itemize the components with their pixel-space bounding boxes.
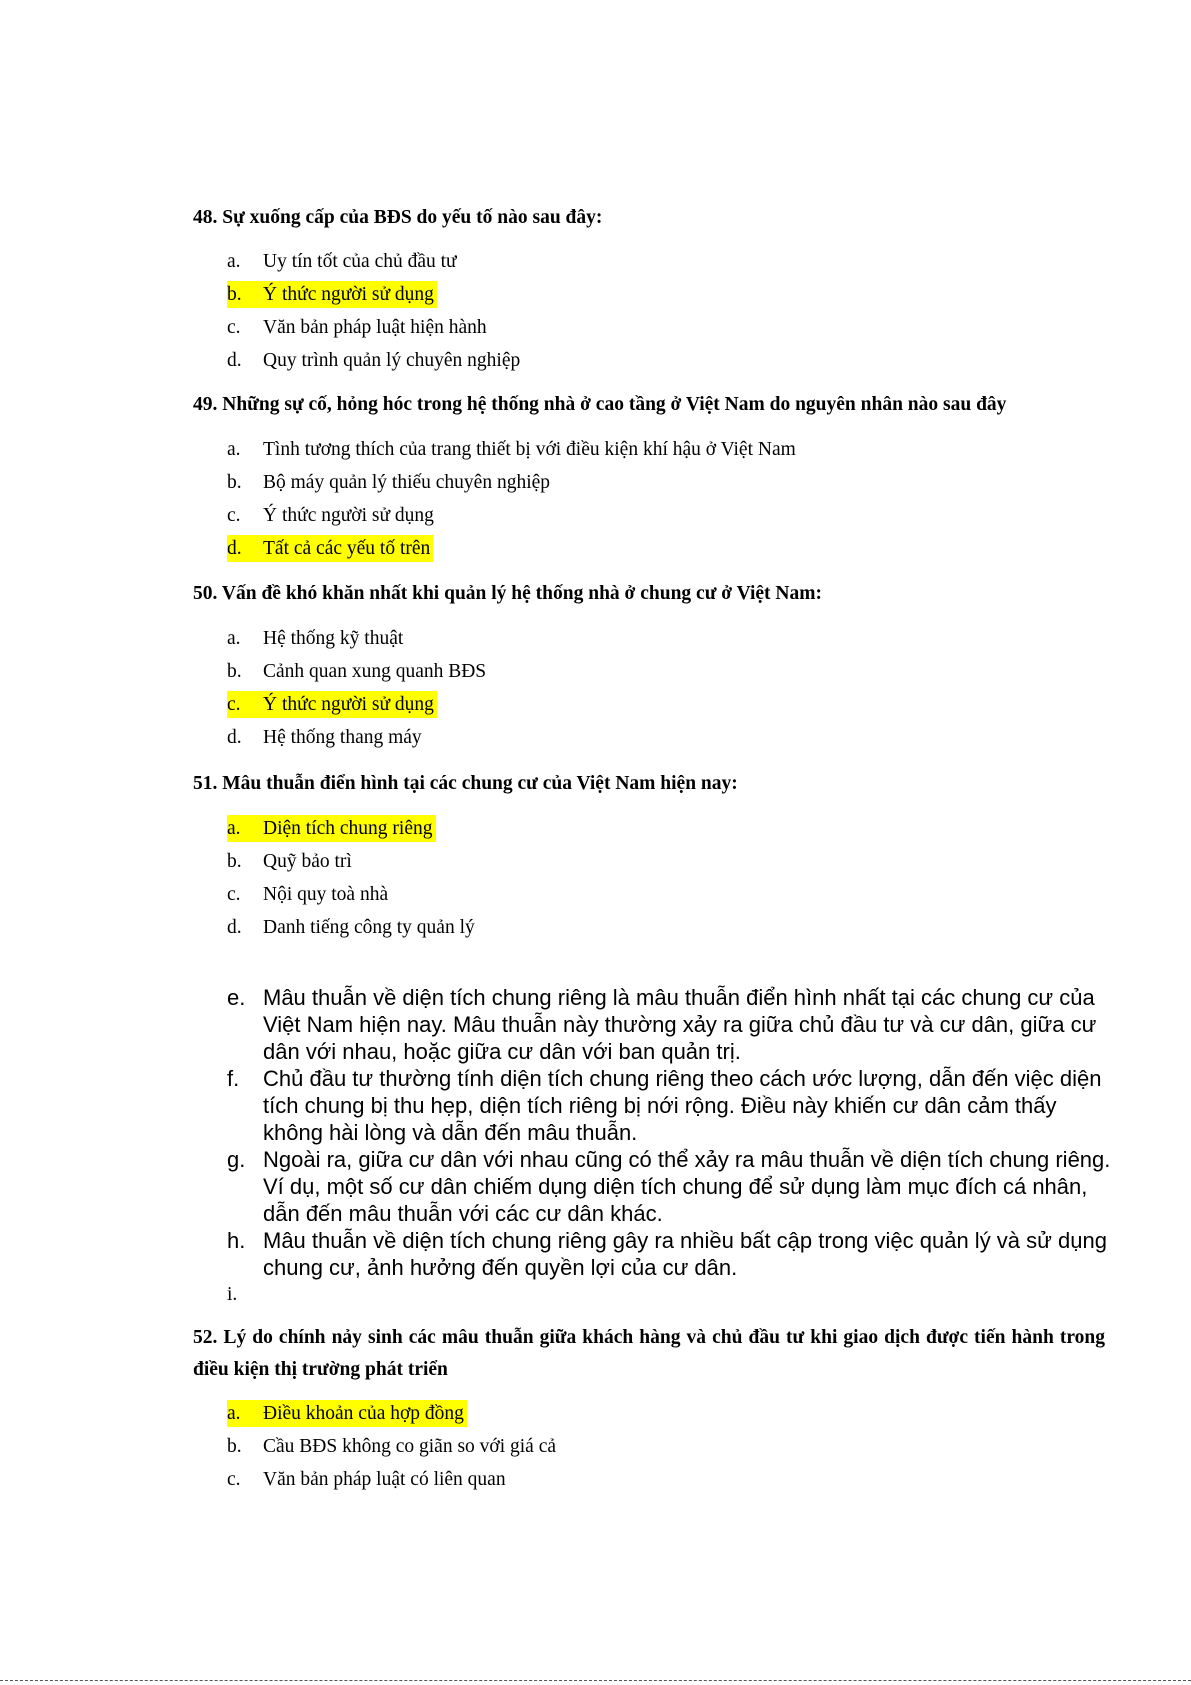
question-51-option-b: b. Quỹ bảo trì <box>227 851 352 872</box>
question-49-option-d-answer: d. Tất cả các yếu tố trên <box>227 535 433 562</box>
question-51-title <box>193 768 1105 800</box>
question-48-option-d: d. Quy trình quản lý chuyên nghiệp <box>227 350 521 371</box>
question-51-option-d: d. Danh tiếng công ty quản lý <box>227 917 475 938</box>
question-49-option-c: c. Ý thức người sử dụng <box>227 505 434 526</box>
question-50-option-b: b. Cảnh quan xung quanh BĐS <box>227 661 487 682</box>
question-number: 50. <box>193 583 218 604</box>
question-49-option-b: b. Bộ máy quản lý thiếu chuyên nghiệp <box>227 472 551 493</box>
question-48-option-a: a. Uy tín tốt của chủ đầu tư <box>227 251 457 272</box>
question-48-title <box>193 202 1105 234</box>
question-50-option-d: d. Hệ thống thang máy <box>227 727 422 748</box>
question-number: 49. <box>193 394 218 415</box>
explanation-item-i: i. <box>227 1284 238 1305</box>
explanation-item-e: e. Mâu thuẫn về diện tích chung riêng là mâu thuẫn điển hình nhất tại các chung cư của Việt Nam hiện nay. Mâu thuẫn này thường xảy ra giữa chủ đầu tư và cư dân, giữa cư dân với nhau, hoặc giữa cư dân với ban quản trị. <box>227 985 1097 1064</box>
question-51-option-c: c. Nội quy toà nhà <box>227 884 389 905</box>
question-text: Vấn đề khó khăn nhất khi quản lý hệ thống nhà ở chung cư ở Việt Nam: <box>221 583 822 604</box>
question-52-title <box>193 1322 1105 1386</box>
question-52-option-c: c. Văn bản pháp luật có liên quan <box>227 1469 506 1490</box>
question-50-title <box>193 578 1105 610</box>
question-49-title <box>193 389 1105 421</box>
explanation-item-f: f. Chủ đầu tư thường tính diện tích chung riêng theo cách ước lượng, dẫn đến việc diện tích chung bị thu hẹp, diện tích riêng bị nới rộng. Điều này khiến cư dân cảm thấy không hài lòng và dẫn đến mâu thuẫn. <box>227 1066 1102 1145</box>
question-51-option-a-answer: a. Diện tích chung riêng <box>227 815 436 842</box>
question-52-option-a-answer: a. Điều khoản của hợp đồng <box>227 1400 467 1427</box>
explanation-item-g: g. Ngoài ra, giữa cư dân với nhau cũng có thể xảy ra mâu thuẫn về diện tích chung riêng. Ví dụ, một số cư dân chiếm dụng diện tích chung để sử dụng làm mục đích cá nhân, dẫn đến mâu thuẫn với các cư dân khác. <box>227 1147 1111 1226</box>
question-number: 52. <box>193 1327 218 1348</box>
explanation-item-h: h. Mâu thuẫn về diện tích chung riêng gây ra nhiều bất cập trong việc quản lý và sử dụng chung cư, ảnh hưởng đến quyền lợi của cư dân. <box>227 1228 1107 1280</box>
page-bottom-divider <box>0 1680 1191 1681</box>
question-text: Mâu thuẫn điển hình tại các chung cư của Việt Nam hiện nay: <box>222 773 738 794</box>
question-48-option-b-answer: b. Ý thức người sử dụng <box>227 281 437 308</box>
question-text: Sự xuống cấp của BĐS do yếu tố nào sau đây: <box>222 207 603 228</box>
question-52-option-b: b. Cầu BĐS không co giãn so với giá cả <box>227 1436 557 1457</box>
question-50-option-c-answer: c. Ý thức người sử dụng <box>227 691 437 718</box>
question-text: Lý do chính nảy sinh các mâu thuẫn giữa khách hàng và chủ đầu tư khi giao dịch được tiến hành trong điều kiện thị trường phát triển <box>193 1327 1105 1380</box>
question-50-option-a: a. Hệ thống kỹ thuật <box>227 628 404 649</box>
question-number: 51. <box>193 773 218 794</box>
question-49-option-a: a. Tình tương thích của trang thiết bị với điều kiện khí hậu ở Việt Nam <box>227 439 796 460</box>
question-48-option-c: c. Văn bản pháp luật hiện hành <box>227 317 487 338</box>
question-number: 48. <box>193 207 218 228</box>
question-text: Những sự cố, hỏng hóc trong hệ thống nhà ở cao tầng ở Việt Nam do nguyên nhân nào sau đây <box>222 394 1007 415</box>
